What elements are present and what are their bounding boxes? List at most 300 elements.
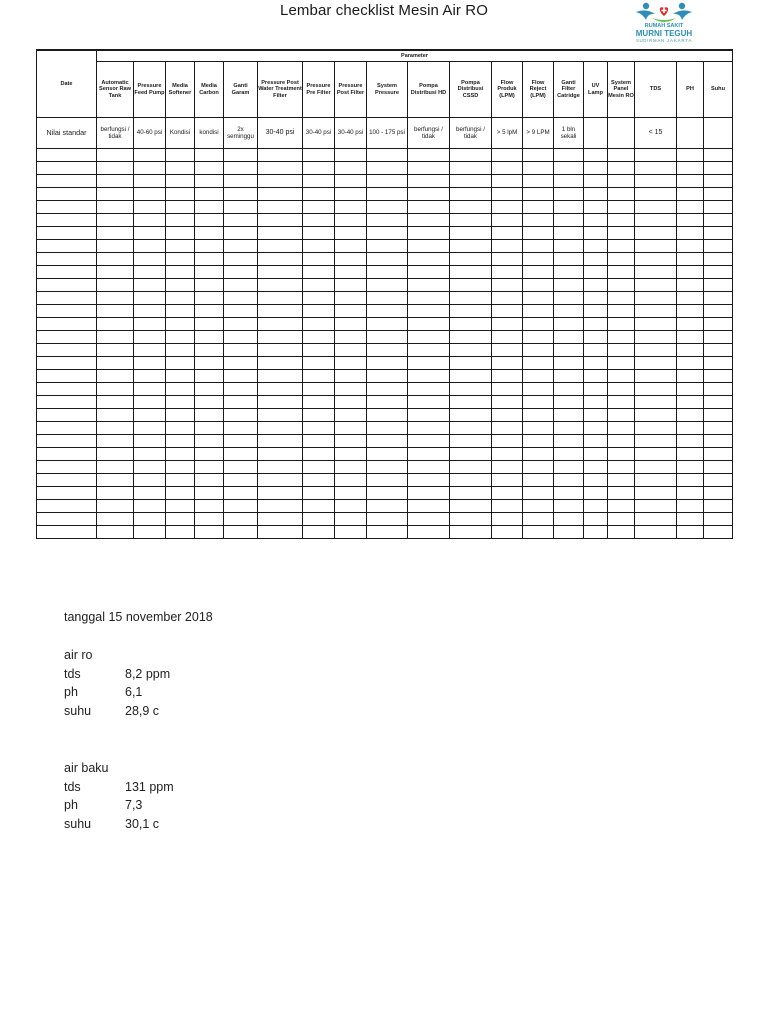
entry-cell[interactable] bbox=[97, 448, 134, 461]
entry-cell[interactable] bbox=[584, 188, 608, 201]
entry-cell[interactable] bbox=[258, 500, 303, 513]
entry-cell[interactable] bbox=[224, 331, 258, 344]
entry-cell[interactable] bbox=[608, 422, 635, 435]
entry-cell[interactable] bbox=[554, 331, 584, 344]
entry-cell[interactable] bbox=[704, 201, 733, 214]
date-entry-cell[interactable] bbox=[37, 344, 97, 357]
entry-cell[interactable] bbox=[635, 266, 677, 279]
entry-cell[interactable] bbox=[492, 370, 523, 383]
entry-cell[interactable] bbox=[523, 474, 554, 487]
entry-cell[interactable] bbox=[367, 292, 408, 305]
entry-cell[interactable] bbox=[134, 357, 166, 370]
entry-cell[interactable] bbox=[134, 175, 166, 188]
entry-cell[interactable] bbox=[608, 344, 635, 357]
entry-cell[interactable] bbox=[335, 292, 367, 305]
entry-cell[interactable] bbox=[303, 461, 335, 474]
entry-cell[interactable] bbox=[523, 201, 554, 214]
entry-cell[interactable] bbox=[258, 266, 303, 279]
entry-cell[interactable] bbox=[584, 149, 608, 162]
entry-cell[interactable] bbox=[224, 357, 258, 370]
entry-cell[interactable] bbox=[608, 435, 635, 448]
entry-cell[interactable] bbox=[523, 331, 554, 344]
entry-cell[interactable] bbox=[335, 266, 367, 279]
entry-cell[interactable] bbox=[635, 175, 677, 188]
entry-cell[interactable] bbox=[492, 513, 523, 526]
entry-cell[interactable] bbox=[195, 474, 224, 487]
entry-cell[interactable] bbox=[492, 344, 523, 357]
entry-cell[interactable] bbox=[608, 149, 635, 162]
entry-cell[interactable] bbox=[635, 305, 677, 318]
entry-cell[interactable] bbox=[450, 149, 492, 162]
entry-cell[interactable] bbox=[258, 279, 303, 292]
entry-cell[interactable] bbox=[677, 318, 704, 331]
entry-cell[interactable] bbox=[492, 253, 523, 266]
entry-cell[interactable] bbox=[584, 357, 608, 370]
entry-cell[interactable] bbox=[195, 149, 224, 162]
entry-cell[interactable] bbox=[258, 227, 303, 240]
entry-cell[interactable] bbox=[523, 253, 554, 266]
entry-cell[interactable] bbox=[554, 305, 584, 318]
entry-cell[interactable] bbox=[584, 253, 608, 266]
entry-cell[interactable] bbox=[450, 253, 492, 266]
entry-cell[interactable] bbox=[554, 162, 584, 175]
entry-cell[interactable] bbox=[367, 396, 408, 409]
entry-cell[interactable] bbox=[134, 448, 166, 461]
entry-cell[interactable] bbox=[224, 396, 258, 409]
standard-value-cell[interactable]: > 9 LPM bbox=[523, 118, 554, 149]
entry-cell[interactable] bbox=[134, 227, 166, 240]
entry-cell[interactable] bbox=[258, 383, 303, 396]
entry-cell[interactable] bbox=[166, 279, 195, 292]
entry-cell[interactable] bbox=[635, 149, 677, 162]
entry-cell[interactable] bbox=[224, 318, 258, 331]
entry-cell[interactable] bbox=[166, 526, 195, 539]
entry-cell[interactable] bbox=[335, 331, 367, 344]
entry-cell[interactable] bbox=[704, 188, 733, 201]
date-entry-cell[interactable] bbox=[37, 500, 97, 513]
entry-cell[interactable] bbox=[303, 214, 335, 227]
entry-cell[interactable] bbox=[367, 422, 408, 435]
entry-cell[interactable] bbox=[303, 292, 335, 305]
entry-cell[interactable] bbox=[450, 435, 492, 448]
entry-cell[interactable] bbox=[303, 500, 335, 513]
entry-cell[interactable] bbox=[258, 513, 303, 526]
entry-cell[interactable] bbox=[554, 214, 584, 227]
entry-cell[interactable] bbox=[224, 162, 258, 175]
date-entry-cell[interactable] bbox=[37, 487, 97, 500]
entry-cell[interactable] bbox=[677, 253, 704, 266]
entry-cell[interactable] bbox=[492, 461, 523, 474]
entry-cell[interactable] bbox=[408, 344, 450, 357]
entry-cell[interactable] bbox=[635, 292, 677, 305]
entry-cell[interactable] bbox=[224, 279, 258, 292]
entry-cell[interactable] bbox=[166, 474, 195, 487]
entry-cell[interactable] bbox=[97, 422, 134, 435]
entry-cell[interactable] bbox=[195, 370, 224, 383]
entry-cell[interactable] bbox=[492, 474, 523, 487]
entry-cell[interactable] bbox=[258, 149, 303, 162]
entry-cell[interactable] bbox=[134, 240, 166, 253]
entry-cell[interactable] bbox=[97, 292, 134, 305]
entry-cell[interactable] bbox=[554, 409, 584, 422]
entry-cell[interactable] bbox=[195, 331, 224, 344]
entry-cell[interactable] bbox=[704, 409, 733, 422]
entry-cell[interactable] bbox=[134, 487, 166, 500]
entry-cell[interactable] bbox=[335, 188, 367, 201]
entry-cell[interactable] bbox=[608, 305, 635, 318]
entry-cell[interactable] bbox=[523, 279, 554, 292]
entry-cell[interactable] bbox=[450, 461, 492, 474]
entry-cell[interactable] bbox=[335, 175, 367, 188]
entry-cell[interactable] bbox=[134, 266, 166, 279]
date-entry-cell[interactable] bbox=[37, 292, 97, 305]
entry-cell[interactable] bbox=[134, 149, 166, 162]
entry-cell[interactable] bbox=[303, 344, 335, 357]
entry-cell[interactable] bbox=[97, 409, 134, 422]
entry-cell[interactable] bbox=[704, 149, 733, 162]
entry-cell[interactable] bbox=[677, 448, 704, 461]
entry-cell[interactable] bbox=[258, 474, 303, 487]
entry-cell[interactable] bbox=[677, 279, 704, 292]
entry-cell[interactable] bbox=[635, 500, 677, 513]
entry-cell[interactable] bbox=[584, 266, 608, 279]
entry-cell[interactable] bbox=[608, 175, 635, 188]
entry-cell[interactable] bbox=[367, 227, 408, 240]
entry-cell[interactable] bbox=[450, 344, 492, 357]
entry-cell[interactable] bbox=[258, 188, 303, 201]
entry-cell[interactable] bbox=[408, 162, 450, 175]
entry-cell[interactable] bbox=[554, 513, 584, 526]
standard-value-cell[interactable] bbox=[704, 118, 733, 149]
entry-cell[interactable] bbox=[303, 240, 335, 253]
entry-cell[interactable] bbox=[303, 149, 335, 162]
entry-cell[interactable] bbox=[166, 201, 195, 214]
entry-cell[interactable] bbox=[608, 162, 635, 175]
entry-cell[interactable] bbox=[166, 305, 195, 318]
entry-cell[interactable] bbox=[523, 487, 554, 500]
entry-cell[interactable] bbox=[134, 383, 166, 396]
entry-cell[interactable] bbox=[450, 201, 492, 214]
entry-cell[interactable] bbox=[224, 409, 258, 422]
entry-cell[interactable] bbox=[166, 253, 195, 266]
entry-cell[interactable] bbox=[166, 383, 195, 396]
entry-cell[interactable] bbox=[134, 409, 166, 422]
entry-cell[interactable] bbox=[367, 409, 408, 422]
entry-cell[interactable] bbox=[258, 396, 303, 409]
entry-cell[interactable] bbox=[258, 344, 303, 357]
entry-cell[interactable] bbox=[523, 435, 554, 448]
entry-cell[interactable] bbox=[554, 266, 584, 279]
entry-cell[interactable] bbox=[450, 266, 492, 279]
entry-cell[interactable] bbox=[704, 292, 733, 305]
entry-cell[interactable] bbox=[635, 448, 677, 461]
entry-cell[interactable] bbox=[195, 396, 224, 409]
entry-cell[interactable] bbox=[134, 318, 166, 331]
entry-cell[interactable] bbox=[195, 240, 224, 253]
entry-cell[interactable] bbox=[677, 357, 704, 370]
entry-cell[interactable] bbox=[303, 318, 335, 331]
entry-cell[interactable] bbox=[195, 383, 224, 396]
entry-cell[interactable] bbox=[224, 500, 258, 513]
entry-cell[interactable] bbox=[224, 344, 258, 357]
entry-cell[interactable] bbox=[224, 513, 258, 526]
entry-cell[interactable] bbox=[367, 448, 408, 461]
entry-cell[interactable] bbox=[677, 266, 704, 279]
entry-cell[interactable] bbox=[677, 305, 704, 318]
entry-cell[interactable] bbox=[554, 227, 584, 240]
entry-cell[interactable] bbox=[523, 175, 554, 188]
entry-cell[interactable] bbox=[224, 266, 258, 279]
entry-cell[interactable] bbox=[335, 461, 367, 474]
entry-cell[interactable] bbox=[584, 526, 608, 539]
entry-cell[interactable] bbox=[523, 422, 554, 435]
entry-cell[interactable] bbox=[408, 422, 450, 435]
date-entry-cell[interactable] bbox=[37, 175, 97, 188]
entry-cell[interactable] bbox=[608, 318, 635, 331]
entry-cell[interactable] bbox=[450, 448, 492, 461]
entry-cell[interactable] bbox=[677, 149, 704, 162]
entry-cell[interactable] bbox=[635, 474, 677, 487]
entry-cell[interactable] bbox=[408, 292, 450, 305]
entry-cell[interactable] bbox=[584, 474, 608, 487]
entry-cell[interactable] bbox=[704, 227, 733, 240]
date-entry-cell[interactable] bbox=[37, 162, 97, 175]
entry-cell[interactable] bbox=[635, 409, 677, 422]
entry-cell[interactable] bbox=[554, 149, 584, 162]
entry-cell[interactable] bbox=[195, 318, 224, 331]
entry-cell[interactable] bbox=[635, 357, 677, 370]
entry-cell[interactable] bbox=[450, 188, 492, 201]
entry-cell[interactable] bbox=[97, 305, 134, 318]
entry-cell[interactable] bbox=[677, 474, 704, 487]
entry-cell[interactable] bbox=[554, 526, 584, 539]
entry-cell[interactable] bbox=[335, 279, 367, 292]
entry-cell[interactable] bbox=[704, 279, 733, 292]
entry-cell[interactable] bbox=[166, 175, 195, 188]
entry-cell[interactable] bbox=[303, 448, 335, 461]
entry-cell[interactable] bbox=[635, 240, 677, 253]
entry-cell[interactable] bbox=[523, 448, 554, 461]
entry-cell[interactable] bbox=[492, 175, 523, 188]
entry-cell[interactable] bbox=[166, 240, 195, 253]
entry-cell[interactable] bbox=[554, 240, 584, 253]
entry-cell[interactable] bbox=[134, 526, 166, 539]
entry-cell[interactable] bbox=[166, 370, 195, 383]
entry-cell[interactable] bbox=[97, 201, 134, 214]
date-entry-cell[interactable] bbox=[37, 305, 97, 318]
entry-cell[interactable] bbox=[335, 344, 367, 357]
date-entry-cell[interactable] bbox=[37, 461, 97, 474]
entry-cell[interactable] bbox=[523, 266, 554, 279]
entry-cell[interactable] bbox=[335, 149, 367, 162]
entry-cell[interactable] bbox=[492, 318, 523, 331]
entry-cell[interactable] bbox=[408, 370, 450, 383]
entry-cell[interactable] bbox=[195, 253, 224, 266]
entry-cell[interactable] bbox=[584, 162, 608, 175]
entry-cell[interactable] bbox=[303, 396, 335, 409]
entry-cell[interactable] bbox=[367, 526, 408, 539]
entry-cell[interactable] bbox=[166, 409, 195, 422]
entry-cell[interactable] bbox=[335, 214, 367, 227]
entry-cell[interactable] bbox=[523, 162, 554, 175]
entry-cell[interactable] bbox=[584, 279, 608, 292]
entry-cell[interactable] bbox=[166, 487, 195, 500]
entry-cell[interactable] bbox=[97, 266, 134, 279]
entry-cell[interactable] bbox=[134, 500, 166, 513]
entry-cell[interactable] bbox=[195, 500, 224, 513]
entry-cell[interactable] bbox=[554, 487, 584, 500]
standard-value-cell[interactable] bbox=[608, 118, 635, 149]
entry-cell[interactable] bbox=[450, 370, 492, 383]
entry-cell[interactable] bbox=[492, 240, 523, 253]
entry-cell[interactable] bbox=[195, 422, 224, 435]
entry-cell[interactable] bbox=[224, 435, 258, 448]
entry-cell[interactable] bbox=[335, 305, 367, 318]
entry-cell[interactable] bbox=[677, 227, 704, 240]
entry-cell[interactable] bbox=[704, 448, 733, 461]
entry-cell[interactable] bbox=[335, 201, 367, 214]
entry-cell[interactable] bbox=[224, 175, 258, 188]
entry-cell[interactable] bbox=[224, 188, 258, 201]
entry-cell[interactable] bbox=[492, 149, 523, 162]
entry-cell[interactable] bbox=[635, 526, 677, 539]
entry-cell[interactable] bbox=[677, 513, 704, 526]
entry-cell[interactable] bbox=[195, 266, 224, 279]
entry-cell[interactable] bbox=[258, 331, 303, 344]
entry-cell[interactable] bbox=[134, 474, 166, 487]
entry-cell[interactable] bbox=[408, 526, 450, 539]
entry-cell[interactable] bbox=[195, 409, 224, 422]
entry-cell[interactable] bbox=[408, 396, 450, 409]
entry-cell[interactable] bbox=[450, 305, 492, 318]
entry-cell[interactable] bbox=[523, 396, 554, 409]
entry-cell[interactable] bbox=[523, 409, 554, 422]
entry-cell[interactable] bbox=[303, 513, 335, 526]
entry-cell[interactable] bbox=[224, 448, 258, 461]
entry-cell[interactable] bbox=[523, 227, 554, 240]
entry-cell[interactable] bbox=[408, 318, 450, 331]
entry-cell[interactable] bbox=[408, 175, 450, 188]
entry-cell[interactable] bbox=[523, 214, 554, 227]
entry-cell[interactable] bbox=[450, 240, 492, 253]
entry-cell[interactable] bbox=[367, 149, 408, 162]
entry-cell[interactable] bbox=[303, 331, 335, 344]
entry-cell[interactable] bbox=[492, 305, 523, 318]
entry-cell[interactable] bbox=[523, 526, 554, 539]
entry-cell[interactable] bbox=[258, 175, 303, 188]
entry-cell[interactable] bbox=[554, 435, 584, 448]
entry-cell[interactable] bbox=[584, 396, 608, 409]
entry-cell[interactable] bbox=[303, 357, 335, 370]
entry-cell[interactable] bbox=[97, 162, 134, 175]
entry-cell[interactable] bbox=[367, 266, 408, 279]
entry-cell[interactable] bbox=[450, 279, 492, 292]
entry-cell[interactable] bbox=[335, 526, 367, 539]
entry-cell[interactable] bbox=[166, 344, 195, 357]
entry-cell[interactable] bbox=[97, 175, 134, 188]
entry-cell[interactable] bbox=[450, 500, 492, 513]
date-entry-cell[interactable] bbox=[37, 448, 97, 461]
entry-cell[interactable] bbox=[367, 435, 408, 448]
standard-value-cell[interactable]: > 5 lpM bbox=[492, 118, 523, 149]
entry-cell[interactable] bbox=[367, 474, 408, 487]
entry-cell[interactable] bbox=[635, 344, 677, 357]
entry-cell[interactable] bbox=[408, 487, 450, 500]
entry-cell[interactable] bbox=[523, 344, 554, 357]
entry-cell[interactable] bbox=[492, 526, 523, 539]
entry-cell[interactable] bbox=[97, 513, 134, 526]
date-entry-cell[interactable] bbox=[37, 383, 97, 396]
entry-cell[interactable] bbox=[408, 201, 450, 214]
date-entry-cell[interactable] bbox=[37, 318, 97, 331]
entry-cell[interactable] bbox=[367, 253, 408, 266]
entry-cell[interactable] bbox=[97, 487, 134, 500]
entry-cell[interactable] bbox=[584, 383, 608, 396]
entry-cell[interactable] bbox=[450, 162, 492, 175]
entry-cell[interactable] bbox=[258, 370, 303, 383]
standard-value-cell[interactable]: berfungsi / tidak bbox=[97, 118, 134, 149]
entry-cell[interactable] bbox=[97, 240, 134, 253]
entry-cell[interactable] bbox=[195, 292, 224, 305]
standard-value-cell[interactable]: Kondisi bbox=[166, 118, 195, 149]
entry-cell[interactable] bbox=[608, 292, 635, 305]
entry-cell[interactable] bbox=[97, 214, 134, 227]
entry-cell[interactable] bbox=[554, 448, 584, 461]
entry-cell[interactable] bbox=[335, 240, 367, 253]
entry-cell[interactable] bbox=[635, 422, 677, 435]
entry-cell[interactable] bbox=[523, 357, 554, 370]
entry-cell[interactable] bbox=[258, 162, 303, 175]
entry-cell[interactable] bbox=[134, 201, 166, 214]
entry-cell[interactable] bbox=[584, 513, 608, 526]
entry-cell[interactable] bbox=[367, 487, 408, 500]
entry-cell[interactable] bbox=[584, 201, 608, 214]
entry-cell[interactable] bbox=[258, 292, 303, 305]
entry-cell[interactable] bbox=[258, 305, 303, 318]
entry-cell[interactable] bbox=[554, 370, 584, 383]
entry-cell[interactable] bbox=[704, 318, 733, 331]
date-entry-cell[interactable] bbox=[37, 396, 97, 409]
entry-cell[interactable] bbox=[335, 370, 367, 383]
entry-cell[interactable] bbox=[224, 292, 258, 305]
standard-value-cell[interactable]: < 15 bbox=[635, 118, 677, 149]
entry-cell[interactable] bbox=[492, 448, 523, 461]
entry-cell[interactable] bbox=[335, 435, 367, 448]
entry-cell[interactable] bbox=[303, 474, 335, 487]
entry-cell[interactable] bbox=[408, 448, 450, 461]
entry-cell[interactable] bbox=[608, 500, 635, 513]
entry-cell[interactable] bbox=[635, 253, 677, 266]
entry-cell[interactable] bbox=[335, 357, 367, 370]
entry-cell[interactable] bbox=[134, 305, 166, 318]
entry-cell[interactable] bbox=[450, 292, 492, 305]
entry-cell[interactable] bbox=[97, 344, 134, 357]
entry-cell[interactable] bbox=[258, 318, 303, 331]
entry-cell[interactable] bbox=[134, 162, 166, 175]
entry-cell[interactable] bbox=[704, 357, 733, 370]
entry-cell[interactable] bbox=[492, 279, 523, 292]
entry-cell[interactable] bbox=[166, 513, 195, 526]
entry-cell[interactable] bbox=[554, 318, 584, 331]
entry-cell[interactable] bbox=[303, 266, 335, 279]
standard-value-cell[interactable]: 30-40 psi bbox=[258, 118, 303, 149]
entry-cell[interactable] bbox=[635, 396, 677, 409]
entry-cell[interactable] bbox=[523, 383, 554, 396]
entry-cell[interactable] bbox=[224, 214, 258, 227]
entry-cell[interactable] bbox=[704, 396, 733, 409]
entry-cell[interactable] bbox=[704, 305, 733, 318]
entry-cell[interactable] bbox=[335, 253, 367, 266]
